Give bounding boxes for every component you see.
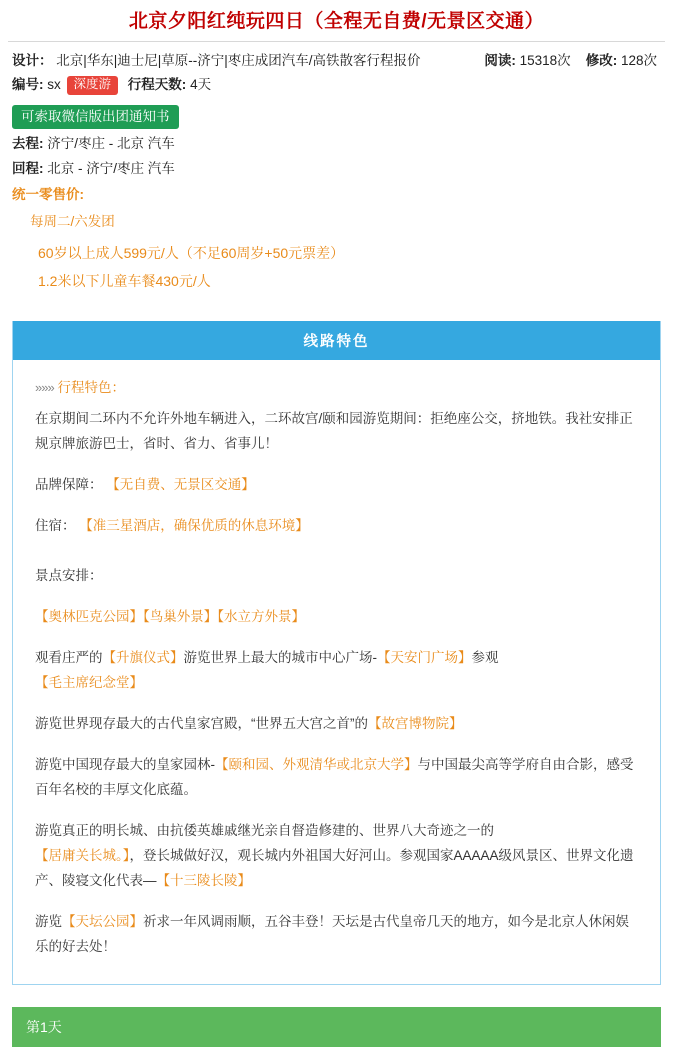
hotel-row [35, 514, 638, 539]
spots-line-summerpalace [35, 753, 638, 803]
designer-value: 北京|华东|迪士尼|草原--济宁|枣庄成团汽车/高铁散客行程报价 [56, 53, 421, 68]
wechat-notice-button[interactable]: 可索取微信版出团通知书 [12, 105, 179, 130]
spots-line-templeofheaven-c: 祈求一年风调雨顺，五谷丰登！天坛是古代皇帝几天的地方，如今是北京人休闲娱乐的好去处！ [35, 914, 629, 955]
spots-line-summerpalace-a: 游览中国现存最大的皇家园林- [35, 757, 215, 773]
spots-line-tiananmen-a: 观看庄严的 [35, 650, 103, 666]
spots-line-summerpalace-c: 与中国最尖高等学府自由合影，感受百年名校的丰厚文化底蕴。 [35, 757, 634, 798]
spots-line-tiananmen [35, 646, 638, 696]
code-value: sx [47, 77, 61, 93]
spots-line-templeofheaven-b: 【天坛公园】 [62, 914, 143, 930]
spots-line-greatwall-c: ，登长城做好汉，观长城内外祖国大好河山。参观国家AAAAA级风景区、世界文化遗产、陵寝文化代表— [35, 848, 634, 889]
return-route-label: 回程: [12, 160, 44, 176]
spots-line-palace [35, 712, 638, 737]
return-route-value: 北京 - 济宁/枣庄 汽车 [47, 160, 175, 176]
retail-price-title: 统一零售价: [12, 186, 84, 202]
feature-panel [12, 321, 661, 985]
hotel-value: 【准三星酒店，确保优质的休息环境】 [79, 517, 309, 533]
spots-label: 景点安排： [35, 568, 103, 584]
spots-line-palace-a: 游览世界现存最大的古代皇家宫殿，“世界五大宫之首”的 [35, 716, 368, 732]
brand-guarantee-label: 品牌保障： [35, 476, 103, 492]
edits-label: 修改: [585, 53, 618, 68]
spots-line-tiananmen-d: 【天安门广场】 [377, 650, 472, 666]
reads-label: 阅读: [484, 53, 516, 68]
edits-value: 128次 [620, 53, 657, 68]
return-route-row [12, 158, 661, 180]
stats-group [484, 50, 657, 72]
price-adult: 60岁以上成人599元/人（不足60周岁+50元票差） [38, 245, 345, 262]
spots-line-greatwall [35, 819, 638, 894]
deep-tour-badge: 深度游 [67, 76, 119, 95]
feature-panel-heading: 线路特色 [13, 321, 660, 360]
spots-line-tiananmen-e: 参观 [471, 650, 499, 666]
page-title-bar [0, 0, 673, 41]
spots-line-tiananmen-c: 游览世界上最大的城市中心广场- [183, 650, 377, 666]
feature-line-transport: 在京期间二环内不允许外地车辆进入，二环故宫/颐和园游览期间：拒绝座公交，挤地铁。我社安排正规京牌旅游巴士，省时、省力、省事儿！ [35, 410, 633, 451]
days-label: 行程天数: [127, 77, 187, 93]
designer-label: 设计： [12, 53, 53, 68]
feature-bullet-title: 行程特色： [57, 379, 125, 395]
price-child: 1.2米以下儿童车餐430元/人 [38, 272, 211, 289]
departure-route-row [12, 133, 661, 155]
code-label: 编号: [12, 77, 48, 93]
code-row [12, 74, 661, 96]
designer-row [12, 50, 661, 72]
hotel-label: 住宿： [35, 517, 76, 533]
feature-panel-body [13, 360, 660, 984]
feature-bullet-title-row [35, 376, 638, 401]
page-title: 北京夕阳红纯玩四日（全程无自费/无景区交通） [128, 11, 545, 32]
spots-line-templeofheaven-a: 游览 [35, 914, 62, 930]
days-value: 4天 [190, 77, 212, 93]
spots-line-tiananmen-b: 【升旗仪式】 [102, 650, 184, 666]
departure-route-label: 去程: [12, 136, 44, 152]
departure-route-value: 济宁/枣庄 - 北京 汽车 [47, 136, 175, 152]
spots-line-greatwall-a: 游览真正的明长城、由抗倭英雄戚继光亲自督造修建的、世界八大奇迹之一的 [35, 823, 494, 839]
brand-guarantee-row [35, 473, 638, 498]
brand-guarantee-value: 【无自费、无景区交通】 [106, 476, 255, 492]
spots-line-mingtombs: 【十三陵长陵】 [156, 873, 251, 889]
spots-line-palace-b: 【故宫博物院】 [368, 716, 463, 732]
reads-value: 15318次 [519, 53, 571, 68]
notice-button-row [12, 99, 661, 134]
info-block [0, 42, 673, 293]
spots-line-templeofheaven [35, 910, 638, 960]
spots-line-olympic: 【奥林匹克公园】【鸟巢外景】【水立方外景】 [35, 609, 305, 625]
departure-schedule: 每周二/六发团 [30, 214, 115, 230]
double-angle-icon: »»» [35, 379, 54, 395]
spots-line-greatwall-b: 【居庸关长城。】 [35, 848, 130, 864]
spots-line-mao-memorial: 【毛主席纪念堂】 [35, 675, 143, 691]
day-banner-1: 第1天 [12, 1007, 661, 1047]
spots-line-summerpalace-b: 【颐和园、外观清华或北京大学】 [215, 757, 418, 773]
